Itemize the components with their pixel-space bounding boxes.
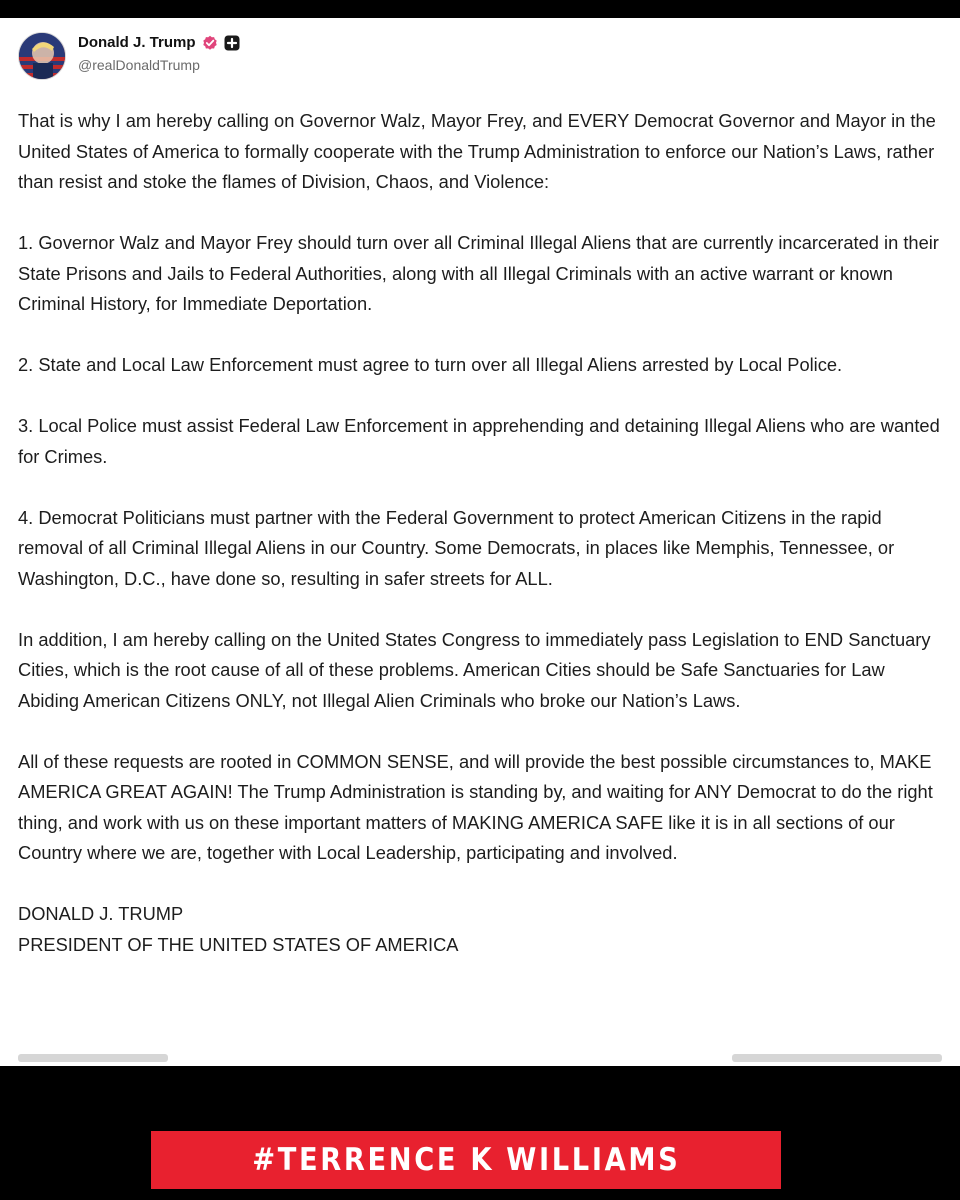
post-paragraph: All of these requests are rooted in COMMON SENSE, and will provide the best possible circumstances to, MAKE AMERICA GREAT AGAIN! The Trump Administration is standing by, and waiting for ANY Democrat to do the right thing, and work with us on these important matters of MAKING AMERICA SAFE like it is in all sections of our Country where we are, together with Local Leadership, participating and involved. — [18, 750, 933, 863]
author-handle[interactable]: @realDonaldTrump — [78, 57, 200, 73]
post-paragraph: 1. Governor Walz and Mayor Frey should turn over all Criminal Illegal Aliens that are currently incarcerated in their State Prisons and Jails to Federal Authorities, along with all Illegal Criminals with an active warrant or known Criminal History, for Immediate Deportation. — [18, 232, 939, 314]
post-paragraph: In addition, I am hereby calling on the United States Congress to immediately pass Legislation to END Sanctuary Cities, which is the root cause of all of these problems. American Cities should be Safe Sanctuaries for Law Abiding American Citizens ONLY, not Illegal Alien Criminals who broke our Nation’s Laws. — [18, 628, 931, 711]
post-paragraph: 2. State and Local Law Enforcement must agree to turn over all Illegal Aliens arrested by Local Police. — [18, 354, 843, 375]
post-paragraph: 3. Local Police must assist Federal Law Enforcement in apprehending and detaining Illegal Aliens who are wanted for Crimes. — [18, 415, 940, 467]
post-header — [18, 32, 618, 80]
post-footer-left-cropped — [18, 1054, 168, 1062]
post-paragraph: That is why I am hereby calling on Governor Walz, Mayor Frey, and EVERY Democrat Governor and Mayor in the United States of America to formally cooperate with the Trump Administration to enforce our Nation’s Laws, rather than resist and stoke the flames of Division, Chaos, and Violence: — [18, 110, 936, 192]
post-paragraph: 4. Democrat Politicians must partner with the Federal Government to protect American Citizens in the rapid removal of all Criminal Illegal Aliens in our Country. Some Democrats, in places like Memphis, Tennessee, or Washington, D.C., have done so, resulting in safer streets for ALL. — [18, 506, 895, 589]
post-body — [18, 106, 948, 960]
post-card — [0, 18, 960, 1066]
verified-badge-icon — [202, 35, 218, 51]
author-display-name[interactable]: Donald J. Trump — [78, 34, 196, 51]
post-footer-right-cropped — [732, 1054, 942, 1062]
author-name-row — [78, 34, 240, 51]
signature-name: DONALD J. TRUMP — [18, 903, 184, 924]
watermark-banner — [151, 1131, 781, 1189]
avatar[interactable] — [18, 32, 66, 80]
banner-text: #TERRENCE K WILLIAMS — [251, 1142, 681, 1178]
plus-badge-icon — [224, 35, 240, 51]
post-footer-cropped — [0, 1052, 960, 1066]
signature-title: PRESIDENT OF THE UNITED STATES OF AMERICA — [18, 933, 459, 955]
